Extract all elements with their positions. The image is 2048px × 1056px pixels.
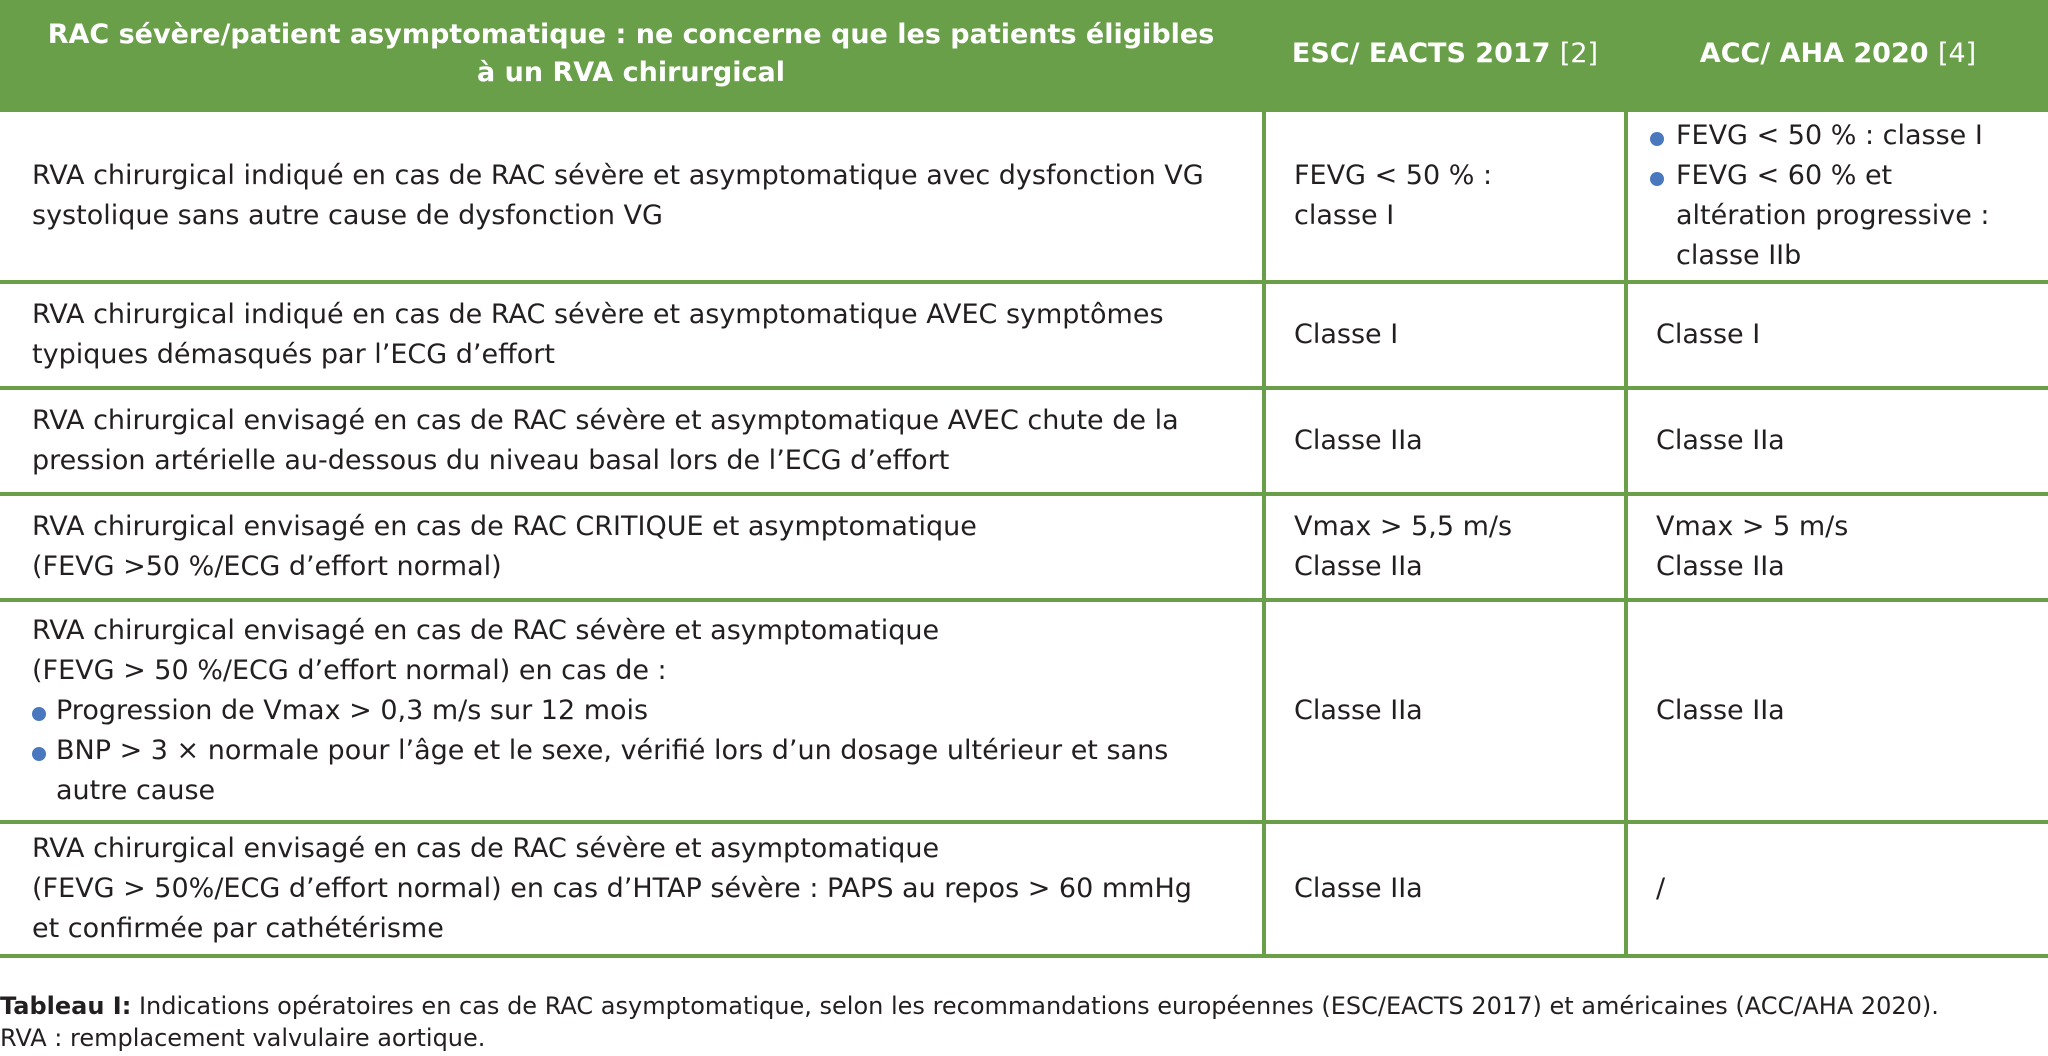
header-situation-line1: RAC sévère/patient asymptomatique : ne concerne que les patients éligibles xyxy=(47,19,1215,50)
row2-situation: RVA chirurgical indiqué en cas de RAC sévère et asymptomatique AVEC symptômes typiques démasqués par l’ECG d’effort xyxy=(0,282,1264,388)
header-aha-ref: [4] xyxy=(1937,38,1977,69)
table-row xyxy=(0,282,2048,388)
row4-esc-line1: Vmax > 5,5 m/s xyxy=(1294,511,1513,542)
row5-situation xyxy=(0,600,1264,822)
row6-line1: RVA chirurgical envisagé en cas de RAC sévère et asymptomatique xyxy=(32,833,940,864)
header-aha xyxy=(1626,0,2048,110)
row1-esc-line2: classe I xyxy=(1294,200,1395,231)
row4-situation xyxy=(0,494,1264,600)
row3-aha: Classe IIa xyxy=(1626,388,2048,494)
row1-esc-line1: FEVG < 50 % : xyxy=(1294,160,1493,191)
table-row xyxy=(0,494,2048,600)
row3-situation: RVA chirurgical envisagé en cas de RAC sévère et asymptomatique AVEC chute de la pression artérielle au-dessous du niveau basal lors de l’ECG d’effort xyxy=(0,388,1264,494)
header-esc-ref: [2] xyxy=(1559,38,1599,69)
row1-aha xyxy=(1626,110,2048,282)
row5-list xyxy=(30,691,1236,811)
row6-situation xyxy=(0,822,1264,956)
row1-situation: RVA chirurgical indiqué en cas de RAC sévère et asymptomatique avec dysfonction VG systolique sans autre cause de dysfonction VG xyxy=(0,110,1264,282)
table-row xyxy=(0,388,2048,494)
row4-aha xyxy=(1626,494,2048,600)
row1-aha-bullet-1: FEVG < 50 % : classe I xyxy=(1650,116,2028,156)
row6-line3: et confirmée par cathétérisme xyxy=(32,913,444,944)
table-row xyxy=(0,822,2048,956)
caption-text: Indications opératoires en cas de RAC asymptomatique, selon les recommandations européennes (ESC/EACTS 2017) et américaines (ACC/AHA 2020). xyxy=(138,992,1939,1020)
row6-line2: (FEVG > 50%/ECG d’effort normal) en cas d’HTAP sévère : PAPS au repos > 60 mmHg xyxy=(32,873,1192,904)
header-esc xyxy=(1264,0,1626,110)
header-situation xyxy=(0,0,1264,110)
row4-esc-line2: Classe IIa xyxy=(1294,551,1423,582)
row5-esc: Classe IIa xyxy=(1264,600,1626,822)
row4-aha-line1: Vmax > 5 m/s xyxy=(1656,511,1849,542)
table-row xyxy=(0,600,2048,822)
row5-bullet-2: BNP > 3 × normale pour l’âge et le sexe, vérifié lors d’un dosage ultérieur et sans autre cause xyxy=(30,731,1236,811)
row2-esc: Classe I xyxy=(1264,282,1626,388)
row6-esc: Classe IIa xyxy=(1264,822,1626,956)
row3-esc: Classe IIa xyxy=(1264,388,1626,494)
row1-aha-list xyxy=(1650,116,2028,276)
row4-line1: RVA chirurgical envisagé en cas de RAC CRITIQUE et asymptomatique xyxy=(32,511,977,542)
row4-aha-line2: Classe IIa xyxy=(1656,551,1785,582)
row5-bullet-1: Progression de Vmax > 0,3 m/s sur 12 mois xyxy=(30,691,1236,731)
row1-esc xyxy=(1264,110,1626,282)
row1-aha-bullet-2: FEVG < 60 % et altération progressive : classe IIb xyxy=(1650,156,2028,276)
caption-label: Tableau I: xyxy=(0,992,132,1020)
row4-line2: (FEVG >50 %/ECG d’effort normal) xyxy=(32,551,502,582)
header-situation-line2: à un RVA chirurgical xyxy=(476,57,785,88)
caption-abbreviation: RVA : remplacement valvulaire aortique. xyxy=(0,1024,486,1052)
row6-aha: / xyxy=(1626,822,2048,956)
table-caption xyxy=(0,990,2048,1054)
row4-esc xyxy=(1264,494,1626,600)
row2-aha: Classe I xyxy=(1626,282,2048,388)
header-aha-label: ACC/ AHA 2020 xyxy=(1699,38,1929,69)
header-esc-label: ESC/ EACTS 2017 xyxy=(1291,38,1551,69)
row5-aha: Classe IIa xyxy=(1626,600,2048,822)
table-row xyxy=(0,110,2048,282)
row5-line2: (FEVG > 50 %/ECG d’effort normal) en cas de : xyxy=(32,655,667,686)
row5-line1: RVA chirurgical envisagé en cas de RAC sévère et asymptomatique xyxy=(32,615,940,646)
header-row xyxy=(0,0,2048,110)
